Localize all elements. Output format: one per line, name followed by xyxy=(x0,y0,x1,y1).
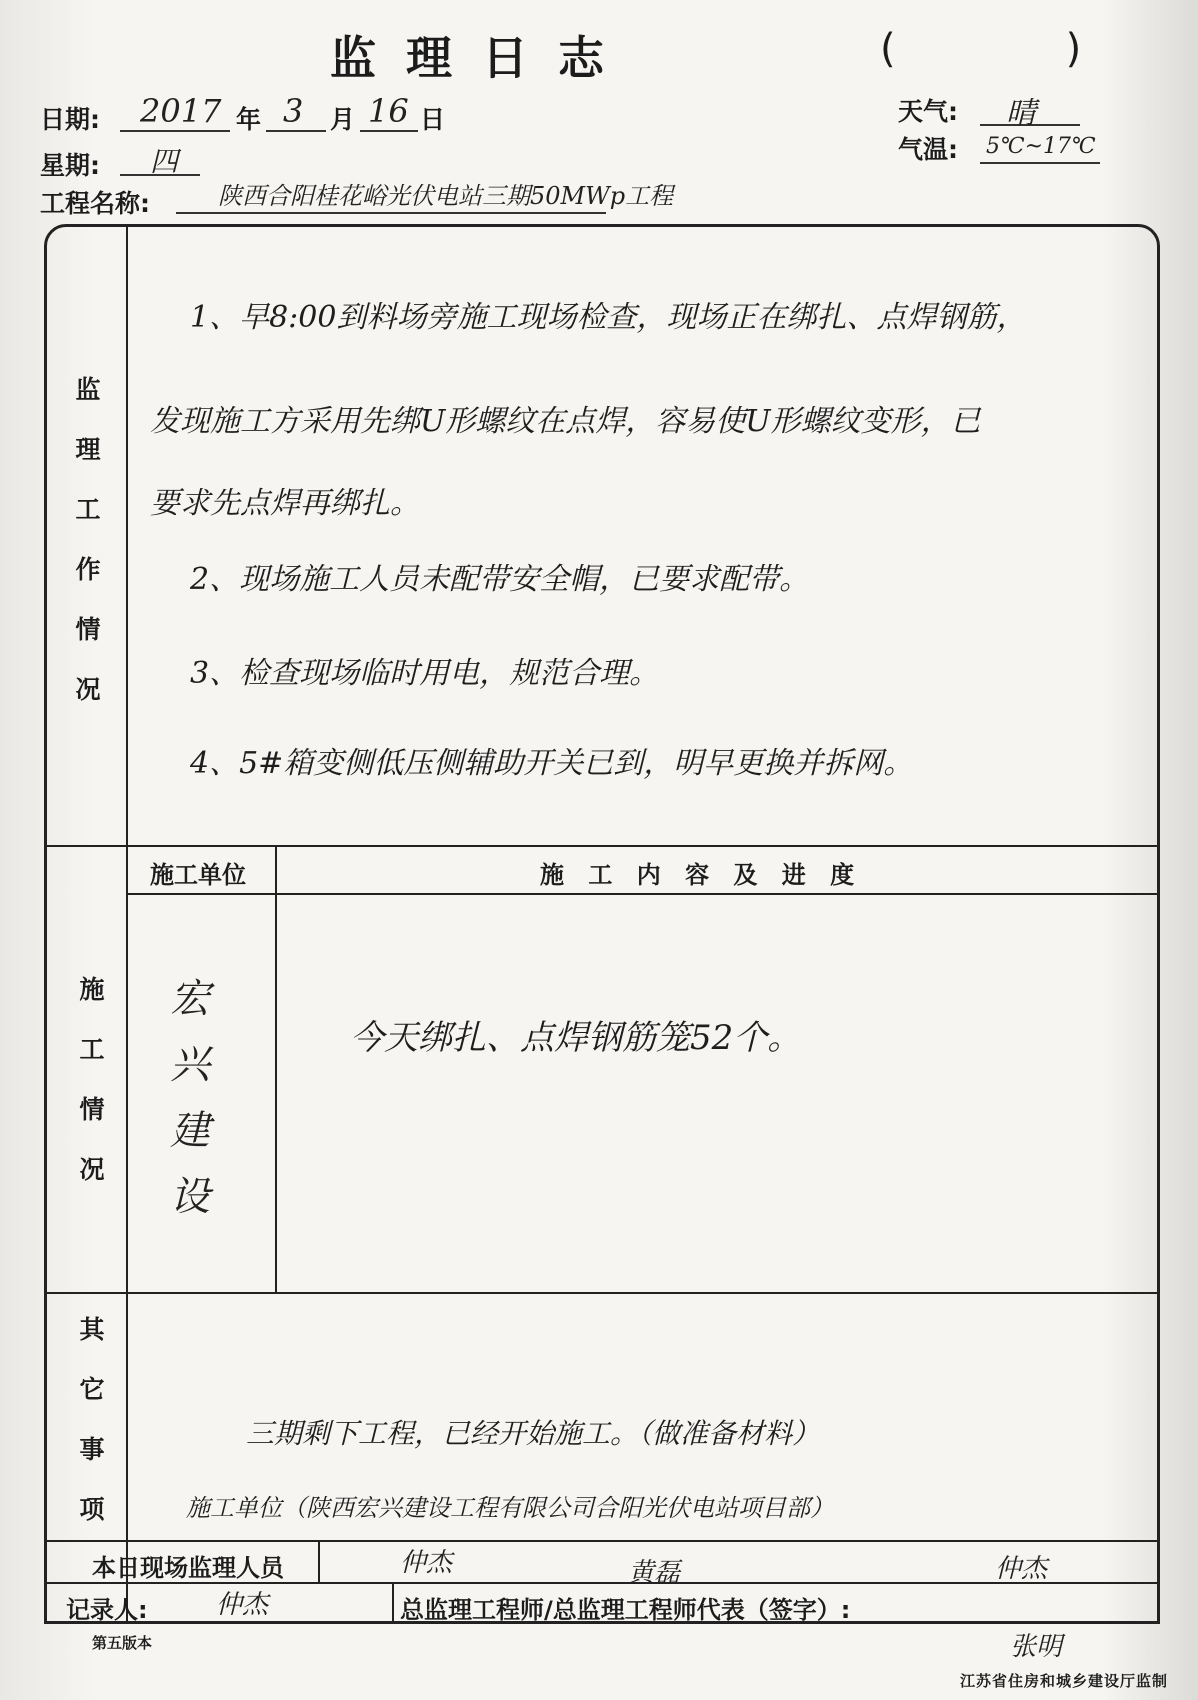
supervision-line-3: 要求先点焊再绑扎。 xyxy=(150,486,420,521)
divider-supervision xyxy=(46,845,1158,847)
month-value: 3 xyxy=(283,92,304,130)
year-unit: 年 xyxy=(236,105,262,134)
other-line-1: 三期剩下工程，已经开始施工。（做准备材料） xyxy=(246,1417,821,1450)
date-label: 日期: xyxy=(40,105,100,134)
staff-value-2: 黄磊 xyxy=(628,1558,681,1588)
staff-divider xyxy=(318,1540,320,1582)
month-underline xyxy=(266,130,326,132)
weather-value: 晴 xyxy=(1006,96,1036,131)
publisher-label: 江苏省住房和城乡建设厅监制 xyxy=(960,1672,1169,1690)
title-paren-right: ) xyxy=(1065,26,1082,72)
staff-value-1: 仲杰 xyxy=(400,1548,453,1578)
title-paren-left: ( xyxy=(880,26,896,72)
divider-other xyxy=(46,1540,1158,1542)
supervision-section-label: 监 理 工 作 情 况 xyxy=(75,375,101,704)
staff-label: 本日现场监理人员 xyxy=(92,1554,284,1582)
temp-label: 气温: xyxy=(898,135,958,164)
recorder-value: 仲杰 xyxy=(216,1590,269,1620)
supervision-line-4: 2、现场施工人员未配带安全帽，已要求配带。 xyxy=(190,562,810,597)
day-underline xyxy=(360,130,418,132)
edition-label: 第五版本 xyxy=(92,1634,153,1652)
other-section-label: 其 它 事 项 xyxy=(79,1315,105,1524)
week-value: 四 xyxy=(150,145,179,178)
year-value: 2017 xyxy=(140,92,222,130)
day-unit: 日 xyxy=(420,105,446,134)
unit-col-divider xyxy=(275,845,277,1292)
project-value: 陕西合阳桂花峪光伏电站三期50MWp工程 xyxy=(218,182,674,210)
construction-content-header: 施 工 内 容 及 进 度 xyxy=(540,861,863,889)
day-value: 16 xyxy=(368,92,409,130)
month-unit: 月 xyxy=(330,105,356,134)
other-line-2: 施工单位（陕西宏兴建设工程有限公司合阳光伏电站项目部） xyxy=(186,1494,834,1522)
title-paren xyxy=(880,26,1081,72)
construction-unit-header: 施工单位 xyxy=(150,861,246,889)
recorder-label: 记录人: xyxy=(66,1596,148,1624)
supervision-line-2: 发现施工方采用先绑U形螺纹在点焊，容易使U形螺纹变形，已 xyxy=(150,404,981,439)
temp-underline xyxy=(980,162,1100,164)
project-underline xyxy=(176,212,606,214)
construction-unit-value: 宏 兴 建 设 xyxy=(170,976,210,1220)
chief-sign-2: 张明 xyxy=(1010,1632,1063,1662)
construction-content-value: 今天绑扎、点焊钢筋笼52个。 xyxy=(350,1018,802,1058)
week-label: 星期: xyxy=(40,151,100,180)
divider-construction-header xyxy=(126,893,1158,895)
project-label: 工程名称: xyxy=(40,189,150,218)
supervision-line-5: 3、检查现场临时用电，规范合理。 xyxy=(190,656,660,691)
chief-label: 总监理工程师/总监理工程师代表（签字）: xyxy=(400,1596,851,1624)
year-underline xyxy=(120,130,230,132)
page-title: 监理日志 xyxy=(330,31,634,85)
weather-label: 天气: xyxy=(898,97,958,126)
recorder-divider xyxy=(392,1582,394,1623)
construction-section-label: 施 工 情 况 xyxy=(79,975,105,1184)
divider-construction xyxy=(46,1292,1158,1294)
chief-sign-1: 仲杰 xyxy=(995,1554,1048,1584)
supervision-line-1: 1、早8:00到料场旁施工现场检查，现场正在绑扎、点焊钢筋， xyxy=(190,300,1027,335)
temp-value: 5℃~17℃ xyxy=(986,134,1096,159)
left-col-divider xyxy=(126,226,128,1623)
supervision-line-6: 4、5#箱变侧低压侧辅助开关已到，明早更换并拆网。 xyxy=(190,746,914,781)
